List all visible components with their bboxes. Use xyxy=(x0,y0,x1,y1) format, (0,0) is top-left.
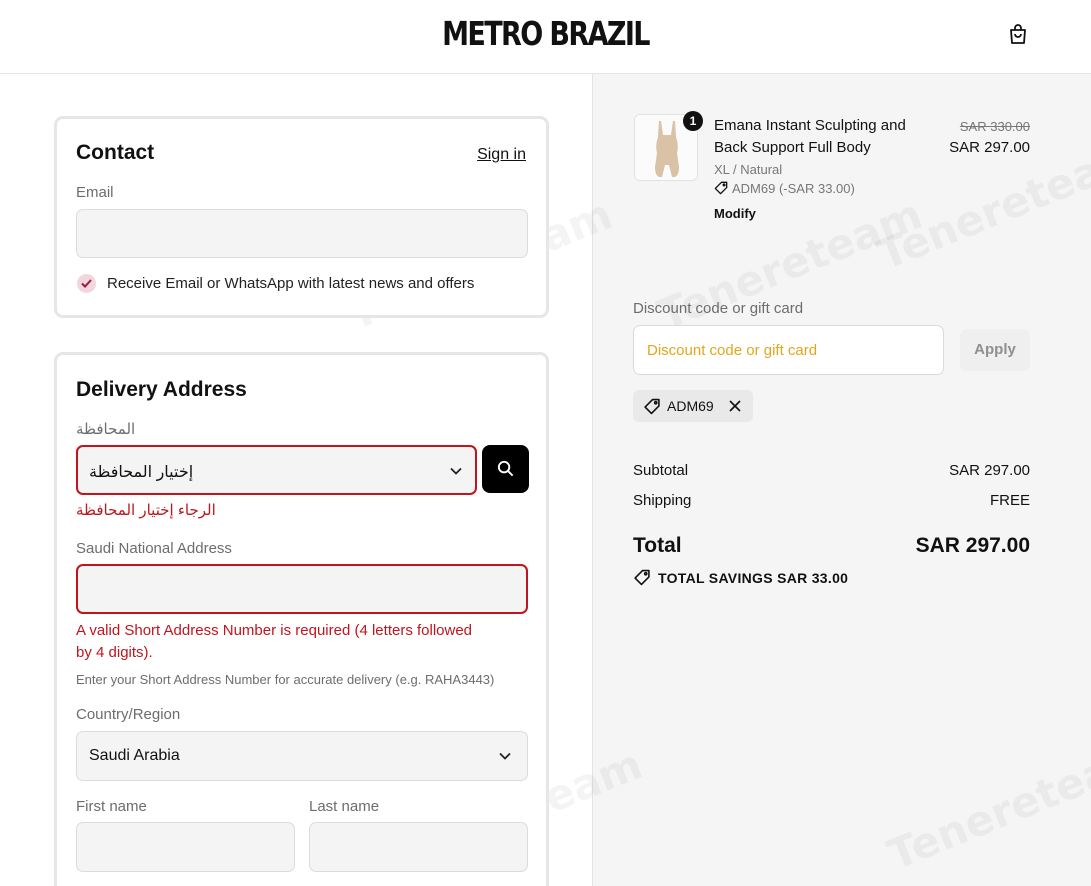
subtotal-label: Subtotal xyxy=(633,462,689,479)
first-name-label: First name xyxy=(76,798,147,815)
apply-discount-button[interactable]: Apply xyxy=(960,329,1030,371)
governorate-select-value: إختيار المحافظة xyxy=(89,464,194,481)
country-select-value: Saudi Arabia xyxy=(89,747,180,764)
national-address-hint: Enter your Short Address Number for accurate delivery (e.g. RAHA3443) xyxy=(76,672,495,687)
product-discount xyxy=(714,181,855,196)
quantity-badge: 1 xyxy=(683,111,703,131)
delivery-section xyxy=(54,352,549,886)
marketing-opt-in-checkbox[interactable] xyxy=(77,274,96,293)
brand-logo[interactable]: METRO BRAZIL xyxy=(442,14,649,53)
national-address-error-line2: by 4 digits). xyxy=(76,644,153,661)
total-savings-label: TOTAL SAVINGS xyxy=(658,570,773,586)
product-name: Emana Instant Sculpting and Back Support Full Body xyxy=(714,117,906,156)
discount-code-input[interactable] xyxy=(633,325,944,375)
marketing-opt-in-label: Receive Email or WhatsApp with latest news and offers xyxy=(107,275,475,292)
contact-title: Contact xyxy=(76,141,155,164)
discount-label: Discount code or gift card xyxy=(633,300,804,317)
national-address-error-line1: A valid Short Address Number is required (4 letters followed xyxy=(76,622,473,639)
shopping-bag-icon[interactable] xyxy=(1006,22,1030,46)
shipping-value: FREE xyxy=(989,492,1030,509)
modify-link[interactable]: Modify xyxy=(714,206,756,221)
chevron-down-icon xyxy=(499,752,511,760)
discount-code-placeholder: Discount code or gift card xyxy=(647,342,818,359)
contact-section xyxy=(54,116,549,318)
applied-discount-chip xyxy=(633,390,753,422)
email-field[interactable] xyxy=(76,209,528,258)
check-icon xyxy=(81,279,92,288)
email-label: Email xyxy=(76,184,114,201)
country-select[interactable] xyxy=(76,731,528,781)
last-name-label: Last name xyxy=(309,798,380,815)
national-address-field[interactable] xyxy=(76,564,528,614)
governorate-label: المحافظة xyxy=(76,421,136,438)
search-icon xyxy=(496,459,515,478)
subtotal-value: SAR 297.00 xyxy=(949,462,1030,479)
sign-in-link[interactable]: Sign in xyxy=(477,146,526,163)
total-savings xyxy=(633,569,848,586)
product-discount-text: ADM69 (-SAR 33.00) xyxy=(732,181,855,196)
header xyxy=(0,0,1091,74)
delivery-title: Delivery Address xyxy=(76,378,247,401)
tag-icon xyxy=(643,398,661,415)
applied-discount-code: ADM69 xyxy=(667,398,714,414)
total-savings-value: SAR 33.00 xyxy=(777,570,849,586)
chevron-down-icon xyxy=(450,467,462,475)
total-label: Total xyxy=(633,534,682,557)
country-label: Country/Region xyxy=(76,706,181,723)
remove-discount-icon[interactable] xyxy=(729,400,741,412)
item-price: SAR 297.00 xyxy=(949,139,1030,156)
original-price: SAR 330.00 xyxy=(959,119,1030,134)
tag-icon xyxy=(714,181,728,195)
governorate-error: الرجاء إختيار المحافظة xyxy=(76,502,216,519)
last-name-field[interactable] xyxy=(309,822,528,872)
governorate-select[interactable] xyxy=(76,445,477,495)
national-address-label: Saudi National Address xyxy=(76,540,232,557)
total-value: SAR 297.00 xyxy=(915,534,1030,557)
shipping-label: Shipping xyxy=(633,492,692,509)
governorate-search-button[interactable] xyxy=(482,445,529,493)
tag-icon xyxy=(633,569,651,586)
first-name-field[interactable] xyxy=(76,822,295,872)
product-variant: XL / Natural xyxy=(714,162,783,177)
